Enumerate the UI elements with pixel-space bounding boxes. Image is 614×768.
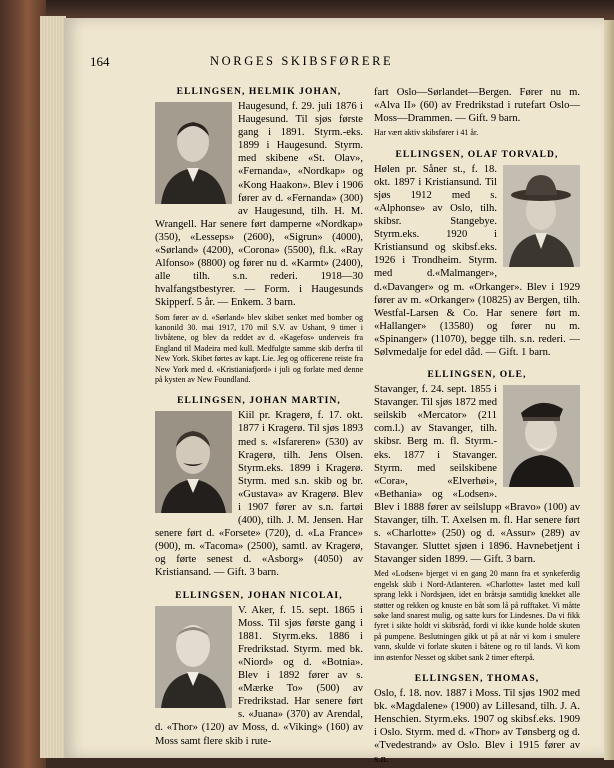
right-column — [374, 86, 580, 766]
entry-body: V. Aker, f. 15. sept. 1865 i Moss. Til sjøs første gang i 1881. Styrm.eks. 1886 i Fredrikstad. Styrm. med bk. «Niord» og d. «Botnia». Blev i 1892 fører av s. «Mærke To» (500) av Fredrikstad. Har senere ført s. «Juana» (370) av Arendal, d. «Thor» (120) av Moss, d. «Viking» (160) av Moss samt flere skib i rute- — [155, 604, 363, 747]
portrait-photo — [155, 102, 232, 204]
portrait-photo — [503, 165, 580, 267]
entry-heading: ELLINGSEN, JOHAN NICOLAI, — [175, 590, 343, 601]
portrait-photo — [155, 411, 232, 513]
entry-heading: ELLINGSEN, OLE, — [427, 370, 527, 381]
entry-helmik-johan — [155, 86, 363, 385]
portrait-photo — [155, 606, 232, 708]
running-head — [90, 54, 585, 72]
book-cover-top — [0, 0, 614, 20]
portrait-man-icon — [155, 411, 232, 513]
entry-body: Haugesund, f. 29. juli 1876 i Haugesund. Til sjøs første gang i 1891. Styrm.-eks. 1899 i Haugesund. Styrm. med skibene «St. Olav», «Fernanda», «Nordkap» og «Kong Haakon». Blev i 1906 fører av d. «Fernanda» (300) av Haugesund, tilh. H. M. Wrangell. Har senere ført damperne «Nordkap» (350), «Lesseps» (2600), «Sigrun» (4000), «Sørland» (4200), «Corona» (5500), fl.k. «Ray Alfonso» (8800) og fører nu d. «Karmt» (2400), alle tilh. s.n. rederi. 1918—30 hvalfangstbestyrer. — Form. i Haugesunds Skipperf. 5 år. — Enkem. 3 barn. — [155, 101, 363, 309]
page-stack — [40, 16, 66, 758]
entry-note: Med «Lodsen» bjerget vi en gang 20 mann fra et synkeferdig engelsk skib i Nord-Atlanteren. «Charlotte» lastet med kull sprang lekk i Nordsjøen, idet en bråtsjø samtidig knekket alle støtter og rekken og knuste en båt som lå på rufftaket. Vi måtte søke land snarest mulig, og satte kurs for Lindesnes. Da vi fikk fyret i sikte holdt vi skibsråd, fordi vi ikke kunde holde skuten på pumpene. Beslutningen gikk ut på at når vi kom i smulere vann, skulde vi forlate skuten i båtene og ro til lands. Vi kom inn østenfor Nesset og skibet sank 2 timer efterpå. — [374, 569, 580, 662]
entry-heading: ELLINGSEN, OLAF TORVALD, — [395, 149, 559, 160]
portrait-man-icon — [155, 102, 232, 204]
left-column — [155, 86, 363, 748]
entry-thomas — [374, 673, 580, 766]
portrait-man-icon — [155, 606, 232, 708]
entry-note: Har vært aktiv skibsfører i 41 år. — [374, 128, 479, 138]
entry-continuation — [374, 86, 580, 139]
entry-olaf-torvald — [374, 149, 580, 359]
portrait-captain-icon — [503, 385, 580, 487]
entry-johan-martin — [155, 395, 363, 579]
entry-heading: ELLINGSEN, JOHAN MARTIN, — [177, 396, 341, 407]
entry-heading: ELLINGSEN, THOMAS, — [414, 674, 540, 685]
page-edge — [604, 20, 614, 760]
portrait-photo — [503, 385, 580, 487]
book-title: NORGES SKIBSFØRERE — [210, 54, 394, 68]
entry-heading: ELLINGSEN, HELMIK JOHAN, — [176, 87, 342, 97]
entry-johan-nicolai — [155, 590, 363, 748]
entry-body: fart Oslo—Sørlandet—Bergen. Fører nu m. «Alva II» (60) av Fredrikstad i rutefart Oslo—Moss—Drammen. — Gift. 9 barn. — [374, 87, 580, 125]
entry-body: Oslo, f. 18. nov. 1887 i Moss. Til sjøs 1902 med bk. «Magdalene» (1900) av Lillesand, tilh. J. A. Henschien. Styrm.eks. 1907 og skibsf.eks. 1909 i Oslo. Styrm. med d. «Thor» av Tønsberg og d. «Tvedestrand» av Oslo. Blev i 1915 fører av s.n. — [374, 688, 580, 765]
portrait-man-hat-icon — [503, 165, 580, 267]
entry-body: Stavanger, f. 24. sept. 1855 i Stavanger. Til sjøs 1872 med seilskib «Mercator» (211 com.l.) av Stavanger, tilh. skibsr. Berg m. fl. Styrm.-eks. 1877 i Stavanger. Styrm. med seilskibene «Cora», «Elverhøi», «Bethania» og «Lodsen». Blev i 1888 fører av seilslupp «Bravo» (100) av Stavanger, tilh. T. Axelsen m. fl. Har senere ført s. «Charlotte» (250) og d. «Assur» (289) av Stavanger. Sluttet sjøen i 1896. Havnebetjent i Stavanger siden 1899. — Gift. 3 barn. — [374, 384, 580, 566]
entry-body: Hølen pr. Såner st., f. 18. okt. 1897 i Kristiansund. Til sjøs 1912 med s. «Alphonse» av Oslo, tilh. skibsr. Stangebye. Styrm.eks. 1920 i Kristiansund og skibsf.eks. 1926 i Trondheim. Styrm. med d.«Malmanger», d.«Davanger» og m. «Orkanger». Blev i 1929 fører av m. «Orkanger» (10825) av Bergen, tilh. Westfal-Larsen & Co. Har senere ført m. «Hallanger» (13580) og fører nu m. «Spinanger» (11070), begge tilh. s.n. rederi. — Sølvmedalje for edel dåd. — Gift. 1 barn. — [374, 163, 580, 358]
entry-ole — [374, 369, 580, 663]
entry-body: Kiil pr. Kragerø, f. 17. okt. 1877 i Kragerø. Til sjøs 1893 med s. «Isfareren» (530) av Kragerø, tilh. Jens Olsen. Styrm.eks. 1899 i Kragerø. Styrm. med s.n. skib og br. «Gustava» av Kragerø. Blev i 1907 fører av s.n. fartøi (400), tilh. J. M. Jensen. Har senere ført d. «Forsete» (720), d. «La France» (900), m. «Tacoma» (2500), samtl. av Kragerø, og førte senest d. «Asborg» (4050) av Kristiansand. — Gift. 3 barn. — [155, 410, 363, 579]
page-number: 164 — [90, 54, 110, 69]
entry-note: Som fører av d. «Sørland» blev skibet senket med bomber og kanonild 30. mai 1917, 170 mil S.V. av Ushant, 9 timer i livbåtene, og blev da reddet av d. «Kagefos» underveis fra England til Madeira med kull. Medfulgte samme skib derfra til New York. Skibet førtes av kapt. Lie. Jeg og officerene reiste fra New York med d. «Kristianiafjord» i juli og forlate med denne på kysten av New Foundland. — [155, 312, 363, 384]
